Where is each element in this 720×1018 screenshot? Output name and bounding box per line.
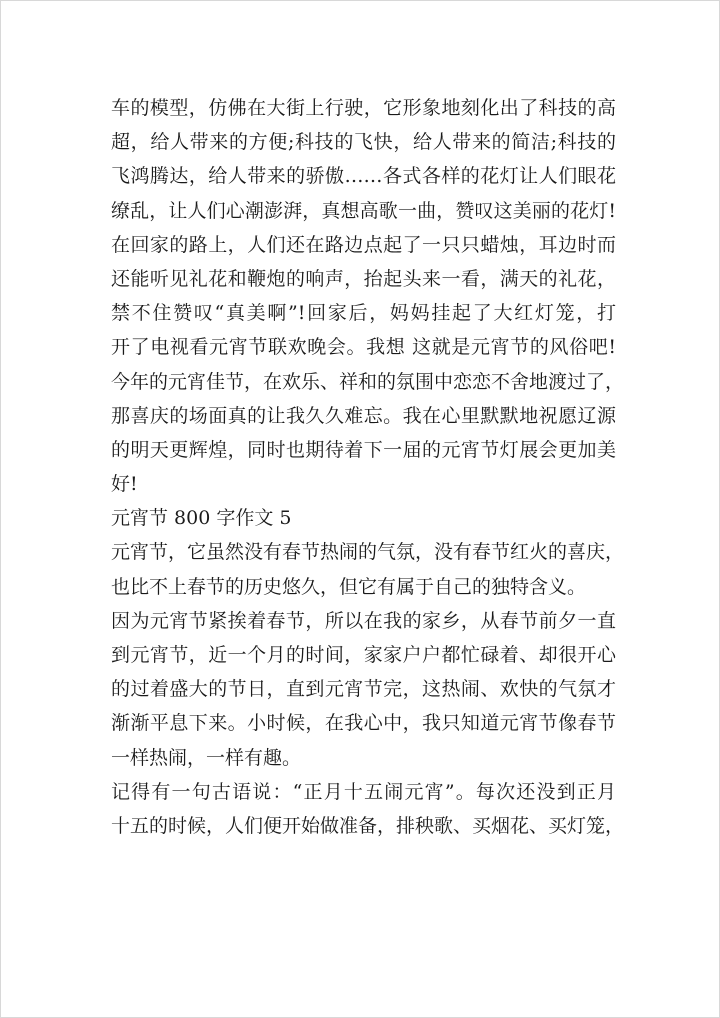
- text-line: 记得有一句古语说：“正月十五闹元宵”。每次还没到正月: [111, 780, 616, 803]
- text-line: 元宵节 800 字作文 5: [111, 507, 292, 530]
- text-line: 因为元宵节紧挨着春节，所以在我的家乡，从春节前夕一直: [111, 609, 616, 632]
- text-line: 那喜庆的场面真的让我久久难忘。我在心里默默地祝愿辽源: [111, 404, 616, 427]
- text-line: 还能听见礼花和鞭炮的响声，抬起头来一看，满天的礼花，: [111, 267, 616, 290]
- text-line: 超，给人带来的方便;科技的飞快，给人带来的简洁;科技的: [111, 131, 616, 154]
- text-line: 好!: [111, 473, 138, 496]
- text-line: 十五的时候，人们便开始做准备，排秧歌、买烟花、买灯笼，: [111, 814, 625, 837]
- text-line: 的过着盛大的节日，直到元宵节完，这热闹、欢快的气氛才: [111, 678, 616, 701]
- text-line: 禁不住赞叹“真美啊”!回家后，妈妈挂起了大红灯笼，打: [111, 302, 616, 325]
- text-line: 的明天更辉煌，同时也期待着下一届的元宵节灯展会更加美: [111, 438, 616, 461]
- text-line: 在回家的路上，人们还在路边点起了一只只蜡烛，耳边时而: [111, 233, 616, 256]
- text-line: 渐渐平息下来。小时候，在我心中，我只知道元宵节像春节: [111, 712, 616, 735]
- text-line: 缭乱，让人们心潮澎湃，真想高歌一曲，赞叹这美丽的花灯!: [111, 199, 616, 222]
- text-line: 元宵节，它虽然没有春节热闹的气氛，没有春节红火的喜庆，: [111, 541, 625, 564]
- text-line: 也比不上春节的历史悠久，但它有属于自己的独特含义。: [111, 575, 587, 598]
- text-line: 飞鸿腾达，给人带来的骄傲……各式各样的花灯让人们眼花: [111, 165, 616, 188]
- text-line: 车的模型，仿佛在大街上行驶，它形象地刻化出了科技的高: [111, 97, 616, 119]
- document-body: [111, 91, 625, 843]
- text-line: 到元宵节，近一个月的时间，家家户户都忙碌着、却很开心: [111, 644, 616, 666]
- text-line: 一样热闹，一样有趣。: [111, 746, 302, 769]
- text-line: 开了电视看元宵节联欢晚会。我想 这就是元宵节的风俗吧!: [111, 336, 616, 359]
- text-line: 今年的元宵佳节，在欢乐、祥和的氛围中恋恋不舍地渡过了，: [111, 370, 625, 393]
